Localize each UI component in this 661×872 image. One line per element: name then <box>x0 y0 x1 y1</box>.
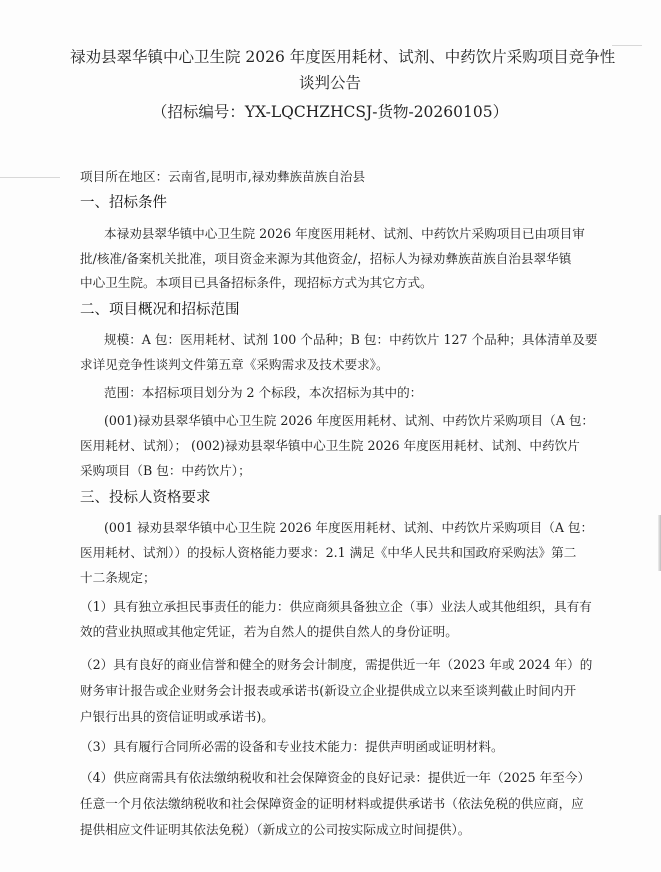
body-line: 十二条规定； <box>80 570 156 585</box>
body-line: 财务审计报告或企业财务会计报表或承诺书(新设立企业提供成立以来至谈判截止时间内开 <box>80 683 577 698</box>
section-heading-overview: 二、项目概况和招标范围 <box>80 302 240 318</box>
body-line: (001 禄劝县翠华镇中心卫生院 2026 年度医用耗材、试剂、中药饮片采购项目（A 包： <box>104 520 594 535</box>
body-line: 求详见竞争性谈判文件第五章《采购需求及技术要求》。 <box>80 357 389 372</box>
body-line: 提供相应文件证明其依法免税）（新成立的公司按实际成立时间提供）。 <box>80 822 471 837</box>
project-location: 项目所在地区：云南省,昆明市,禄劝彝族苗族自治县 <box>80 169 366 184</box>
scan-artifact-line <box>0 177 60 178</box>
tender-number: （招标编号：YX-LQCHZHCSJ-货物-20260105） <box>151 103 509 121</box>
body-line: 范围：本招标项目划分为 2 个标段，本次招标为其中的： <box>104 385 423 400</box>
section-heading-conditions: 一、招标条件 <box>80 195 167 211</box>
body-line: 规模：A 包：医用耗材、试剂 100 个品种；B 包：中药饮片 127 个品种；具体清单及要 <box>104 332 598 347</box>
body-line: （3）具有履行合同所必需的设备和专业技术能力：提供声明函或证明材料。 <box>80 739 504 754</box>
scan-artifact-line <box>612 45 642 46</box>
body-line: 医用耗材、试剂））的投标人资格能力要求：2.1 满足《中华人民共和国政府采购法》第二 <box>80 545 577 560</box>
body-line: 中心卫生院。本项目已具备招标条件，现招标方式为其它方式。 <box>80 275 433 290</box>
document-title-line-1: 禄劝县翠华镇中心卫生院 2026 年度医用耗材、试剂、中药饮片采购项目竞争性 <box>70 48 616 66</box>
body-line: 采购项目（B 包：中药饮片）； <box>80 463 251 478</box>
body-line: 本禄劝县翠华镇中心卫生院 2026 年度医用耗材、试剂、中药饮片采购项目已由项目审 <box>104 226 585 241</box>
body-line: 任意一个月依法缴纳税收和社会保障资金的证明材料或提供承诺书（依法免税的供应商，应 <box>80 796 584 811</box>
body-line: （4）供应商需具有依法缴纳税收和社会保障资金的良好记录：提供近一年（2025 年至今） <box>80 770 591 785</box>
body-line: 效的营业执照或其他定凭证，若为自然人的提供自然人的身份证明。 <box>80 624 458 639</box>
body-line: 批/核准/备案机关批准，项目资金来源为其他资金/，招标人为禄劝彝族苗族自治县翠华镇 <box>80 251 572 266</box>
body-line: （1）具有独立承担民事责任的能力：供应商须具备独立企（事）业法人或其他组织，具有有 <box>80 599 592 614</box>
body-line: (001)禄劝县翠华镇中心卫生院 2026 年度医用耗材、试剂、中药饮片采购项目（A 包： <box>104 413 595 428</box>
body-line: 户银行出具的资信证明或承诺书)。 <box>80 709 274 724</box>
body-line: （2）具有良好的商业信誉和健全的财务会计制度，需提供近一年（2023 年或 2024 年）的 <box>80 657 593 672</box>
body-line: 医用耗材、试剂）； (002)禄劝县翠华镇中心卫生院 2026 年度医用耗材、试剂、中药饮片 <box>80 438 580 453</box>
document-title-line-2: 谈判公告 <box>298 74 361 92</box>
section-heading-qualifications: 三、投标人资格要求 <box>80 490 211 506</box>
